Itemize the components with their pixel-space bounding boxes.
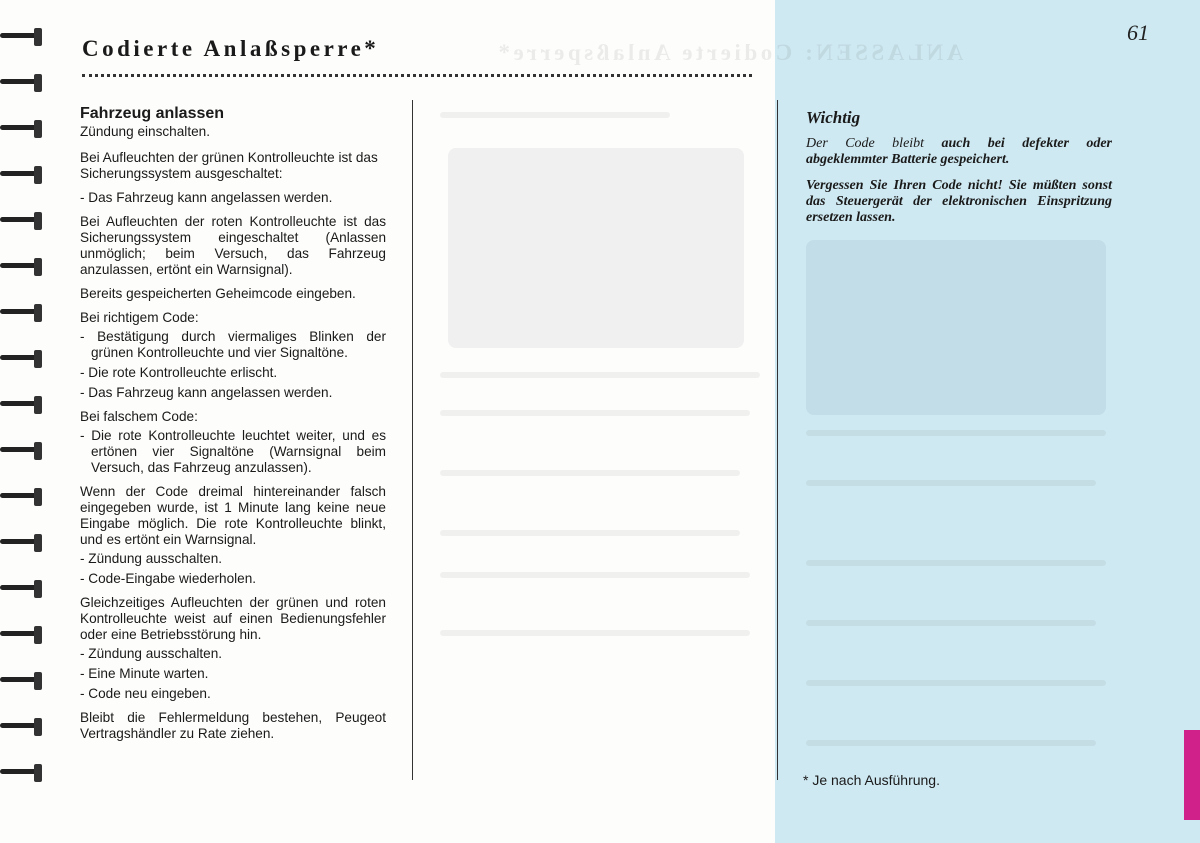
paragraph: Bei richtigem Code:	[80, 310, 199, 325]
bleed-through-image	[806, 240, 1106, 415]
bleed-line	[440, 572, 750, 578]
paragraph: Bei falschem Code:	[80, 409, 198, 424]
note-emphasis: Vergessen Sie Ihren Code nicht! Sie müßten sonst das Steuergerät der elektronischen Einspritzung ersetzen lassen.	[806, 178, 1112, 225]
list-item: - Das Fahrzeug kann angelassen werden.	[80, 190, 333, 205]
footnote: * Je nach Ausführung.	[803, 772, 940, 788]
bleed-line	[440, 630, 750, 636]
bleed-line	[806, 560, 1106, 566]
paragraph: Gleichzeitiges Aufleuchten der grünen und roten Kontrolleuchte weist auf einen Bedienungsfehler oder eine Betriebsstörung hin.	[80, 595, 386, 642]
instructions-column	[80, 104, 386, 748]
note-paragraph	[806, 136, 1112, 168]
page-title: Codierte Anlaßsperre*	[82, 36, 380, 61]
paragraph: Bereits gespeicherten Geheimcode eingeben.	[80, 286, 356, 301]
bleed-line	[806, 480, 1096, 486]
bleed-through-title: ANLASSEN: Codierte Anlaßsperre*	[495, 40, 964, 65]
bleed-line	[440, 470, 740, 476]
bleed-line	[440, 530, 740, 536]
list-item: - Bestätigung durch viermaliges Blinken der grünen Kontrolleuchte und vier Signaltöne.	[80, 329, 386, 360]
paragraph: Zündung einschalten.	[80, 124, 210, 139]
bleed-line	[806, 620, 1096, 626]
paragraph: Bei Aufleuchten der roten Kontrolleuchte ist das Sicherungssystem eingeschaltet (Anlassen unmöglich; beim Versuch, das Fahrzeug anzulassen, ertönt ein Warnsignal).	[80, 214, 386, 277]
section-tab-marker	[1184, 730, 1200, 820]
bleed-line	[806, 680, 1106, 686]
note-heading: Wichtig	[806, 108, 861, 127]
bleed-through-keypad	[448, 148, 744, 348]
column-divider	[777, 100, 778, 780]
paragraph: Bleibt die Fehlermeldung bestehen, Peugeot Vertragshändler zu Rate ziehen.	[80, 710, 386, 741]
bleed-line	[806, 430, 1106, 436]
bleed-line	[440, 112, 670, 118]
section-heading: Fahrzeug anlassen	[80, 105, 225, 122]
column-divider	[412, 100, 413, 780]
page-number: 61	[1127, 20, 1149, 45]
note-emphasis: auch bei defekter oder abgeklemmter Batterie gespeichert.	[806, 136, 1112, 167]
list-item: - Die rote Kontrolleuchte erlischt.	[80, 365, 278, 380]
list-item: - Eine Minute warten.	[80, 666, 209, 681]
bleed-line	[440, 410, 750, 416]
note-paragraph	[806, 178, 1112, 226]
title-dotted-rule	[82, 74, 752, 77]
list-item: - Zündung ausschalten.	[80, 646, 223, 661]
paragraph: Bei Aufleuchten der grünen Kontrolleuchte ist das Sicherungssystem ausgeschaltet:	[80, 150, 378, 181]
spiral-binding	[0, 20, 48, 820]
list-item: - Code-Eingabe wiederholen.	[80, 571, 257, 586]
bleed-line	[440, 372, 760, 378]
list-item: - Das Fahrzeug kann angelassen werden.	[80, 385, 333, 400]
list-item: - Die rote Kontrolleuchte leuchtet weiter, und es ertönen vier Signaltöne (Warnsignal beim Versuch, das Fahrzeug anzulassen).	[80, 428, 386, 475]
bleed-line	[806, 740, 1096, 746]
list-item: - Code neu eingeben.	[80, 686, 211, 701]
important-note	[806, 108, 1112, 236]
list-item: - Zündung ausschalten.	[80, 551, 223, 566]
note-text: Der Code bleibt	[806, 136, 942, 151]
paragraph: Wenn der Code dreimal hintereinander falsch eingegeben wurde, ist 1 Minute lang keine neue Eingabe möglich. Die rote Kontrolleuchte blinkt, und es ertönt ein Warnsignal.	[80, 484, 386, 547]
